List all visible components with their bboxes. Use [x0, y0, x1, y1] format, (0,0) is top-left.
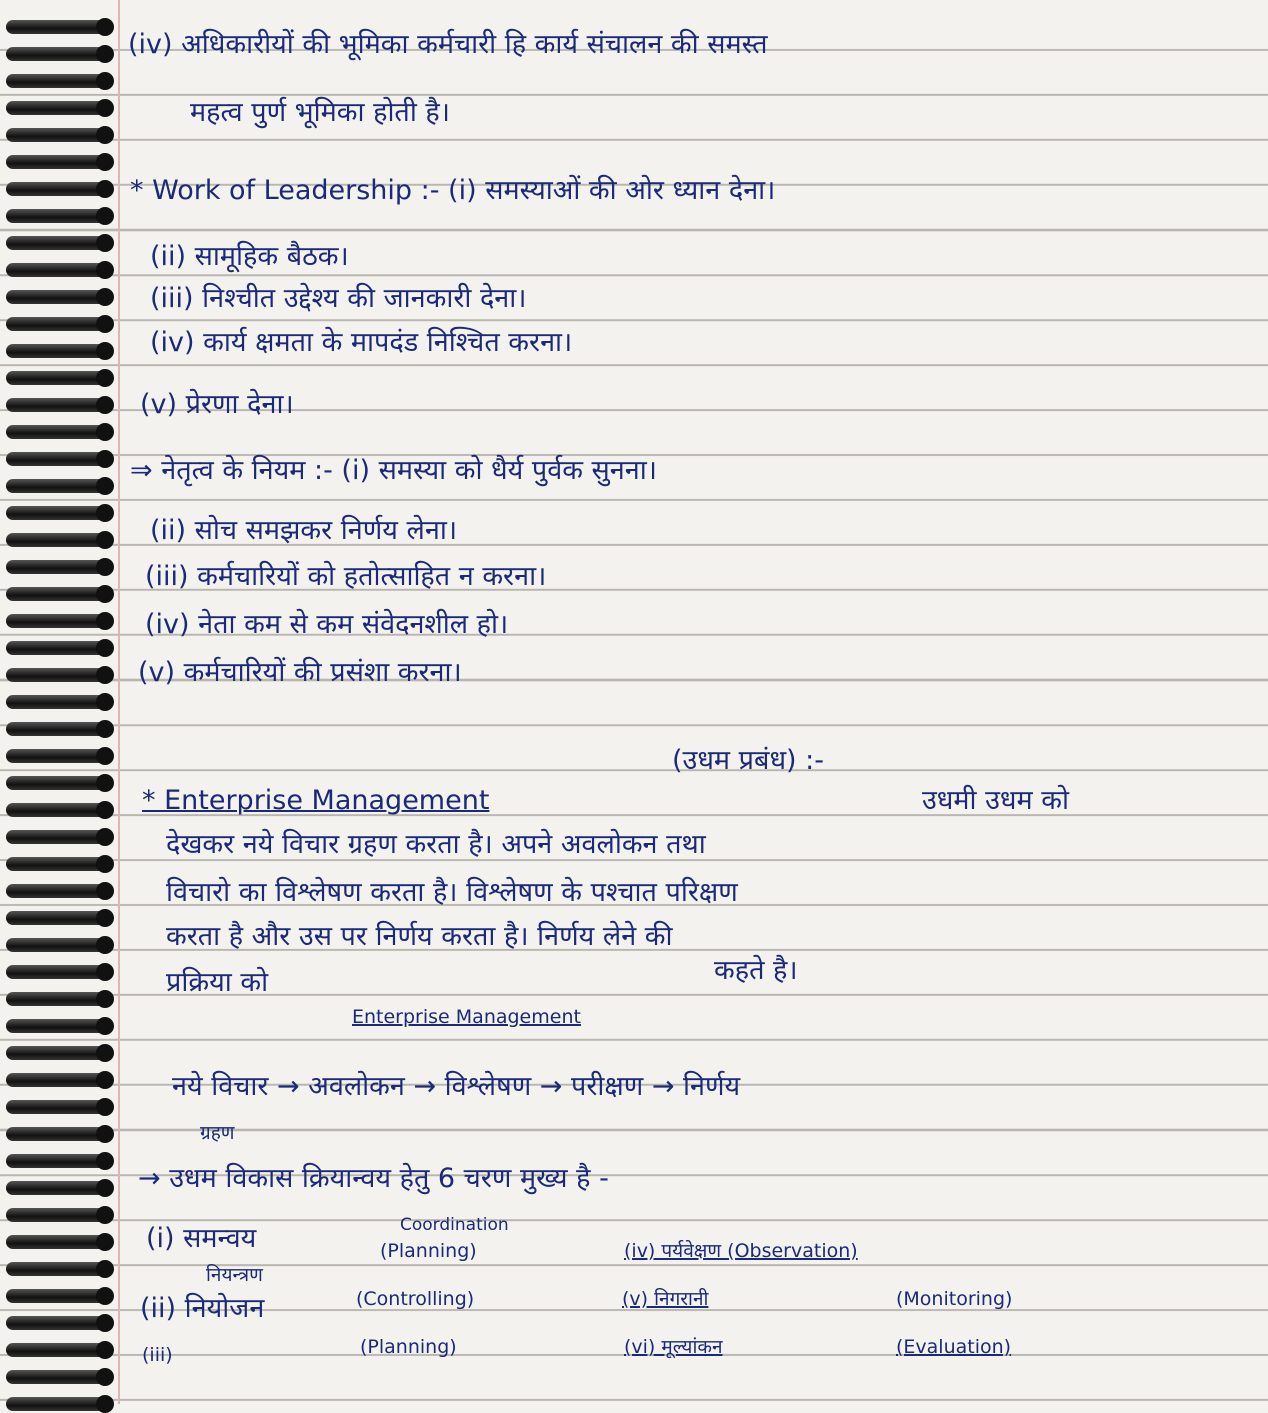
spiral-ring: [6, 1019, 106, 1033]
spiral-ring: [6, 803, 106, 817]
punch-hole: [96, 558, 114, 576]
spiral-ring: [6, 1262, 106, 1276]
heading-enterprise-management: * Enterprise Management: [142, 785, 490, 816]
spiral-ring: [6, 182, 106, 196]
text-line: विचारो का विश्लेषण करता है। विश्लेषण के पश्चात परिक्षण: [166, 877, 738, 908]
spiral-ring: [6, 74, 106, 88]
punch-hole: [96, 531, 114, 549]
spiral-ring: [6, 452, 106, 466]
spiral-ring: [6, 236, 106, 250]
text-line: (iii): [142, 1344, 173, 1366]
spiral-ring: [6, 830, 106, 844]
spiral-ring: [6, 1370, 106, 1384]
spiral-ring: [6, 290, 106, 304]
punch-hole: [96, 153, 114, 171]
punch-hole: [96, 207, 114, 225]
text-line: (Monitoring): [896, 1288, 1013, 1310]
text-line: (iv) कार्य क्षमता के मापदंड निश्चित करना।: [150, 327, 573, 358]
spiral-ring: [6, 695, 106, 709]
heading-leadership-rules: ⇒ नेतृत्व के नियम :- (i) समस्या को धैर्य पुर्वक सुनना।: [130, 455, 657, 486]
text-line: उधमी उधम को: [922, 785, 1069, 816]
punch-hole: [96, 1125, 114, 1143]
text-line: Enterprise Management: [352, 1006, 581, 1028]
flow-line: नये विचार → अवलोकन → विश्लेषण → परीक्षण → निर्णय: [172, 1071, 741, 1102]
punch-hole: [96, 423, 114, 441]
text-line: (iii) कर्मचारियों को हतोत्साहित न करना।: [145, 561, 547, 592]
spiral-ring: [6, 938, 106, 952]
punch-hole: [96, 1341, 114, 1359]
punch-hole: [96, 801, 114, 819]
punch-hole: [96, 288, 114, 306]
punch-hole: [96, 747, 114, 765]
text-line: (ii) नियोजन: [140, 1293, 265, 1324]
spiral-ring: [6, 1046, 106, 1060]
punch-hole: [96, 504, 114, 522]
punch-hole: [96, 963, 114, 981]
spiral-ring: [6, 371, 106, 385]
text-line: (v) निगरानी: [622, 1288, 709, 1310]
punch-hole: [96, 18, 114, 36]
punch-hole: [96, 1098, 114, 1116]
punch-hole: [96, 1179, 114, 1197]
punch-hole: [96, 45, 114, 63]
punch-hole: [96, 342, 114, 360]
spiral-ring: [6, 1316, 106, 1330]
text-line: करता है और उस पर निर्णय करता है। निर्णय लेने की: [166, 921, 673, 952]
punch-hole: [96, 1071, 114, 1089]
spiral-ring: [6, 20, 106, 34]
spiral-ring: [6, 1127, 106, 1141]
punch-hole: [96, 1260, 114, 1278]
text-line: → उधम विकास क्रियान्वय हेतु 6 चरण मुख्य है -: [138, 1163, 609, 1194]
punch-hole: [96, 315, 114, 333]
text-line: (Planning): [380, 1240, 477, 1262]
spiral-ring: [6, 128, 106, 142]
punch-hole: [96, 666, 114, 684]
punch-hole: [96, 774, 114, 792]
text-line: ग्रहण: [200, 1122, 235, 1144]
text-line: (ii) सोच समझकर निर्णय लेना।: [150, 515, 458, 546]
punch-hole: [96, 612, 114, 630]
spiral-ring: [6, 560, 106, 574]
spiral-ring: [6, 1289, 106, 1303]
text-line: (iv) पर्यवेक्षण (Observation): [624, 1240, 858, 1262]
spiral-ring: [6, 533, 106, 547]
spiral-ring: [6, 992, 106, 1006]
punch-hole: [96, 1017, 114, 1035]
spiral-binding: [0, 0, 112, 1404]
spiral-ring: [6, 479, 106, 493]
spiral-ring: [6, 857, 106, 871]
text-line: प्रक्रिया को: [166, 967, 269, 998]
text-line: (v) कर्मचारियों की प्रसंशा करना।: [138, 657, 462, 688]
spiral-ring: [6, 911, 106, 925]
punch-hole: [96, 369, 114, 387]
spiral-ring: [6, 1181, 106, 1195]
spiral-ring: [6, 425, 106, 439]
punch-hole: [96, 855, 114, 873]
spiral-ring: [6, 749, 106, 763]
punch-hole: [96, 261, 114, 279]
spiral-ring: [6, 668, 106, 682]
margin-line: [118, 0, 120, 1404]
text-line: (v) प्रेरणा देना।: [140, 389, 294, 420]
text-line: (Controlling): [356, 1288, 475, 1310]
spiral-ring: [6, 101, 106, 115]
spiral-ring: [6, 1235, 106, 1249]
text-line: देखकर नये विचार ग्रहण करता है। अपने अवलोकन तथा: [166, 829, 706, 860]
spiral-ring: [6, 1343, 106, 1357]
punch-hole: [96, 1206, 114, 1224]
spiral-ring: [6, 1073, 106, 1087]
text-line: (Planning): [360, 1336, 457, 1358]
spiral-ring: [6, 722, 106, 736]
spiral-ring: [6, 1100, 106, 1114]
punch-hole: [96, 990, 114, 1008]
punch-hole: [96, 1233, 114, 1251]
text-line: (उधम प्रबंध) :-: [672, 745, 825, 776]
text-line: (iv) नेता कम से कम संवेदनशील हो।: [145, 609, 509, 640]
spiral-ring: [6, 263, 106, 277]
punch-hole: [96, 396, 114, 414]
punch-hole: [96, 450, 114, 468]
spiral-ring: [6, 155, 106, 169]
text-line: (vi) मूल्यांकन: [624, 1336, 723, 1358]
spiral-ring: [6, 587, 106, 601]
punch-hole: [96, 1044, 114, 1062]
text-line: महत्व पुर्ण भूमिका होती है।: [190, 97, 450, 128]
punch-hole: [96, 909, 114, 927]
spiral-ring: [6, 965, 106, 979]
spiral-ring: [6, 209, 106, 223]
text-line: (Evaluation): [896, 1336, 1012, 1358]
spiral-ring: [6, 884, 106, 898]
punch-hole: [96, 1287, 114, 1305]
punch-hole: [96, 180, 114, 198]
punch-hole: [96, 1395, 114, 1413]
punch-hole: [96, 936, 114, 954]
text-line: कहते है।: [714, 955, 798, 986]
spiral-ring: [6, 614, 106, 628]
spiral-ring: [6, 506, 106, 520]
spiral-ring: [6, 1397, 106, 1411]
punch-hole: [96, 99, 114, 117]
text-line: Coordination: [400, 1215, 509, 1235]
punch-hole: [96, 720, 114, 738]
punch-hole: [96, 1368, 114, 1386]
punch-hole: [96, 585, 114, 603]
punch-hole: [96, 1314, 114, 1332]
punch-hole: [96, 126, 114, 144]
punch-hole: [96, 72, 114, 90]
spiral-ring: [6, 398, 106, 412]
spiral-ring: [6, 317, 106, 331]
punch-hole: [96, 828, 114, 846]
punch-hole: [96, 1152, 114, 1170]
spiral-ring: [6, 47, 106, 61]
text-line: (ii) सामूहिक बैठक।: [150, 241, 349, 272]
text-line: नियन्त्रण: [206, 1264, 263, 1286]
punch-hole: [96, 693, 114, 711]
spiral-ring: [6, 641, 106, 655]
spiral-ring: [6, 1154, 106, 1168]
punch-hole: [96, 477, 114, 495]
spiral-ring: [6, 344, 106, 358]
text-line: (iii) निश्चीत उद्देश्य की जानकारी देना।: [150, 283, 527, 314]
spiral-ring: [6, 1208, 106, 1222]
punch-hole: [96, 639, 114, 657]
spiral-ring: [6, 776, 106, 790]
punch-hole: [96, 882, 114, 900]
punch-hole: [96, 234, 114, 252]
heading-work-of-leadership: * Work of Leadership :- (i) समस्याओं की ओर ध्यान देना।: [130, 175, 776, 206]
text-line: (i) समन्वय: [146, 1223, 257, 1254]
text-line: (iv) अधिकारीयों की भूमिका कर्मचारी हि कार्य संचालन की समस्त: [128, 29, 768, 60]
